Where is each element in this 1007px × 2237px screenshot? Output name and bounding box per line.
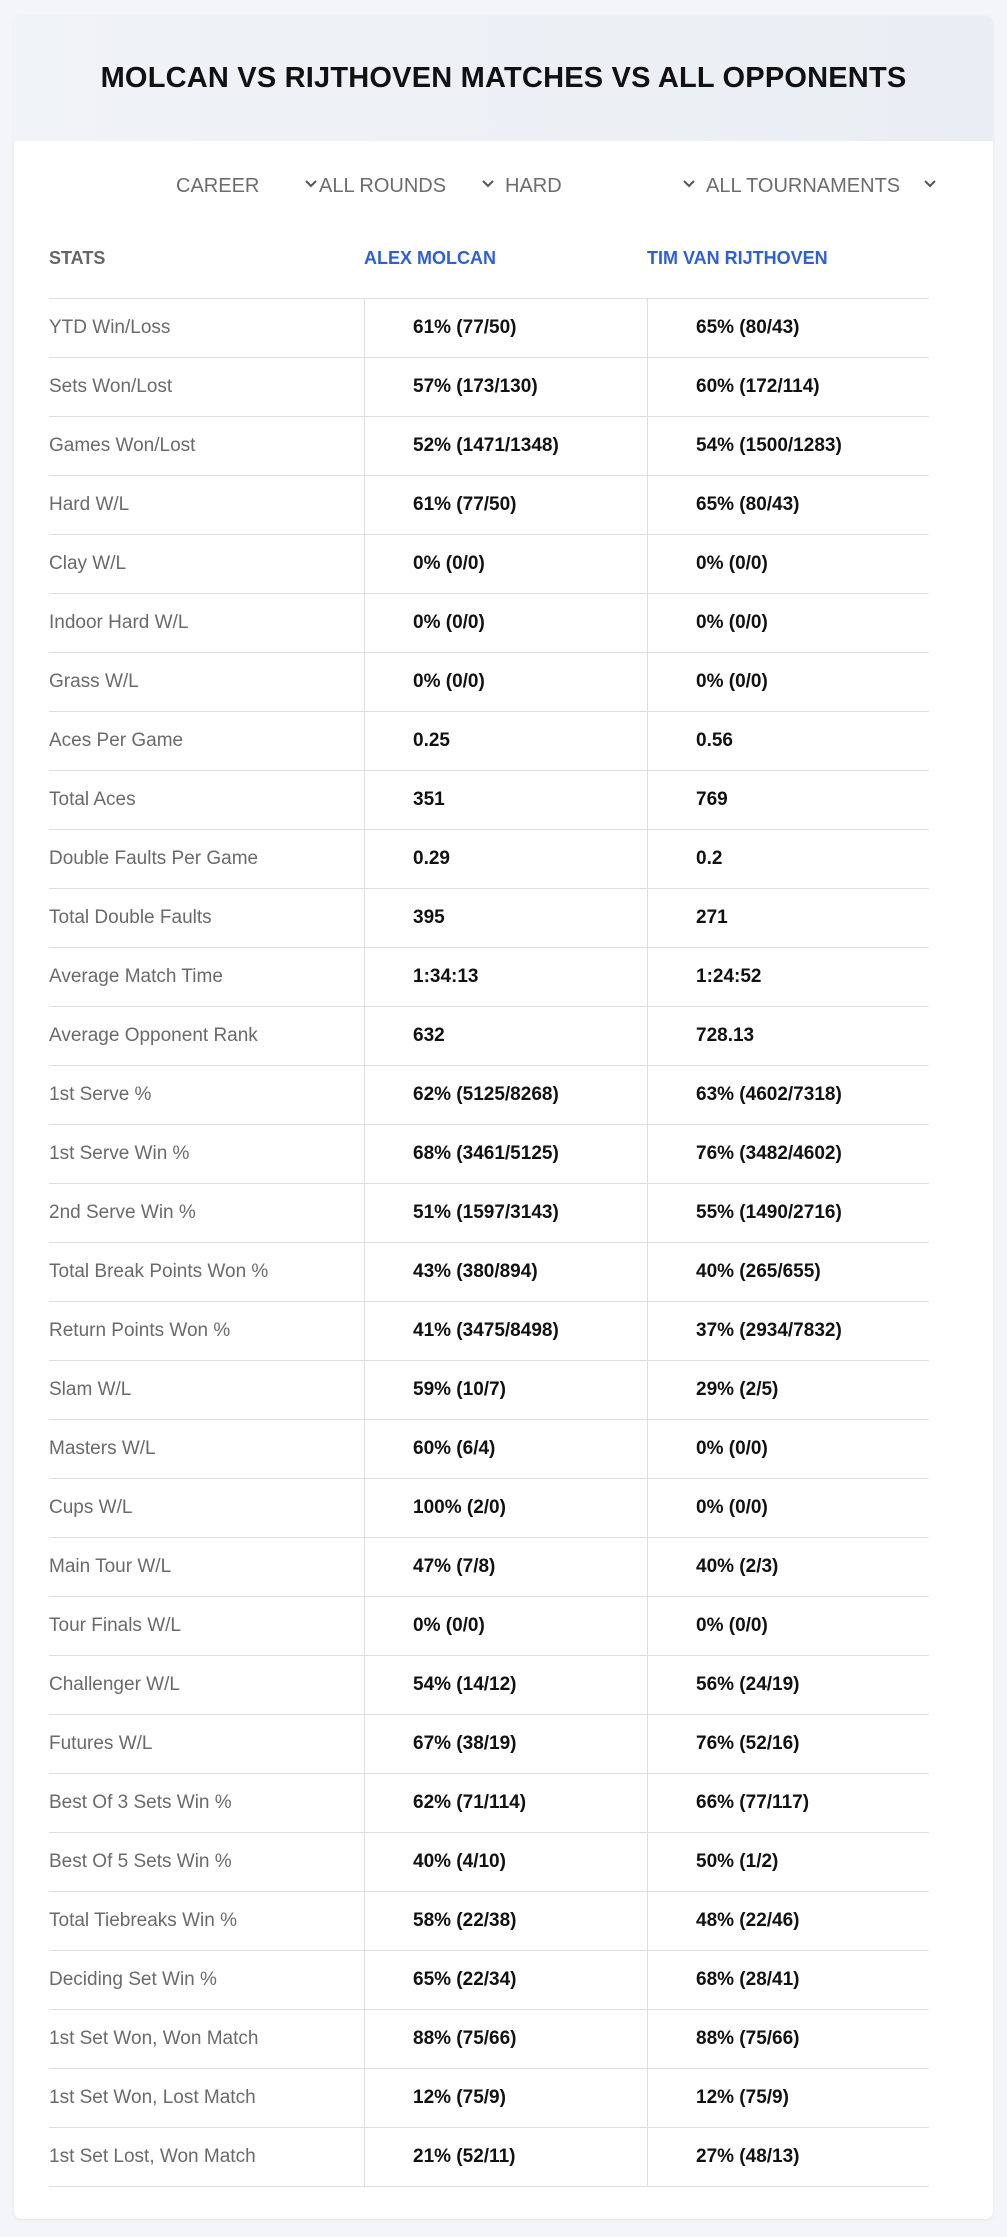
page-title: MOLCAN VS RIJTHOVEN MATCHES VS ALL OPPONENTS bbox=[100, 62, 907, 94]
stats-table bbox=[49, 228, 929, 2187]
player1-value: 65% (22/34) bbox=[364, 1951, 647, 2009]
table-row bbox=[49, 1774, 929, 1833]
player2-value: 12% (75/9) bbox=[647, 2069, 929, 2127]
table-row bbox=[49, 2069, 929, 2128]
stat-label: Total Double Faults bbox=[49, 907, 212, 928]
stats-column-header: STATS bbox=[49, 248, 106, 268]
player1-value: 68% (3461/5125) bbox=[364, 1125, 647, 1183]
stat-label: 1st Set Lost, Won Match bbox=[49, 2146, 256, 2167]
player2-value: 0% (0/0) bbox=[647, 1597, 929, 1655]
player1-value: 41% (3475/8498) bbox=[364, 1302, 647, 1360]
stat-label: Double Faults Per Game bbox=[49, 848, 259, 869]
player1-value: 1:34:13 bbox=[364, 948, 647, 1006]
filter-value: CAREER bbox=[176, 174, 260, 197]
player1-value: 21% (52/11) bbox=[364, 2128, 647, 2186]
player2-value: 37% (2934/7832) bbox=[647, 1302, 929, 1360]
stat-label: Total Break Points Won % bbox=[49, 1261, 269, 1282]
player2-value: 728.13 bbox=[647, 1007, 929, 1065]
table-row bbox=[49, 1538, 929, 1597]
player2-value: 60% (172/114) bbox=[647, 358, 929, 416]
chevron-down-icon bbox=[921, 175, 939, 193]
player1-value: 61% (77/50) bbox=[364, 299, 647, 357]
table-row bbox=[49, 653, 929, 712]
stat-label: 1st Serve % bbox=[49, 1084, 152, 1105]
stat-label: 1st Serve Win % bbox=[49, 1143, 190, 1164]
filter-value: ALL ROUNDS bbox=[319, 174, 447, 197]
stat-label: Return Points Won % bbox=[49, 1320, 231, 1341]
stat-label: Clay W/L bbox=[49, 553, 127, 574]
player1-value: 62% (71/114) bbox=[364, 1774, 647, 1832]
table-row bbox=[49, 299, 929, 358]
surface-filter-select[interactable] bbox=[505, 171, 698, 201]
table-row bbox=[49, 889, 929, 948]
stat-label: Best Of 5 Sets Win % bbox=[49, 1851, 232, 1872]
player2-value: 0% (0/0) bbox=[647, 535, 929, 593]
player1-value: 0% (0/0) bbox=[364, 535, 647, 593]
table-row bbox=[49, 1066, 929, 1125]
player1-value: 351 bbox=[364, 771, 647, 829]
player2-value: 0% (0/0) bbox=[647, 594, 929, 652]
stat-label: YTD Win/Loss bbox=[49, 317, 171, 338]
player2-value: 29% (2/5) bbox=[647, 1361, 929, 1419]
player2-value: 271 bbox=[647, 889, 929, 947]
stat-label: Games Won/Lost bbox=[49, 435, 196, 456]
table-row bbox=[49, 1243, 929, 1302]
player2-value: 50% (1/2) bbox=[647, 1833, 929, 1891]
player2-value: 27% (48/13) bbox=[647, 2128, 929, 2186]
card-header bbox=[14, 16, 993, 141]
player2-value: 55% (1490/2716) bbox=[647, 1184, 929, 1242]
player1-value: 51% (1597/3143) bbox=[364, 1184, 647, 1242]
player1-value: 67% (38/19) bbox=[364, 1715, 647, 1773]
player1-value: 0% (0/0) bbox=[364, 653, 647, 711]
stat-label: 1st Set Won, Lost Match bbox=[49, 2087, 256, 2108]
player2-value: 0% (0/0) bbox=[647, 1420, 929, 1478]
player1-value: 54% (14/12) bbox=[364, 1656, 647, 1714]
player2-value: 0% (0/0) bbox=[647, 653, 929, 711]
player2-value: 48% (22/46) bbox=[647, 1892, 929, 1950]
player1-value: 52% (1471/1348) bbox=[364, 417, 647, 475]
player2-value: 0% (0/0) bbox=[647, 1479, 929, 1537]
stat-label: Challenger W/L bbox=[49, 1674, 180, 1695]
player2-value: 63% (4602/7318) bbox=[647, 1066, 929, 1124]
player2-value: 54% (1500/1283) bbox=[647, 417, 929, 475]
table-row bbox=[49, 1656, 929, 1715]
player1-value: 0.29 bbox=[364, 830, 647, 888]
player1-value: 100% (2/0) bbox=[364, 1479, 647, 1537]
table-row bbox=[49, 1892, 929, 1951]
career-filter-select[interactable] bbox=[176, 171, 320, 201]
player1-column-header[interactable]: ALEX MOLCAN bbox=[364, 248, 496, 268]
player2-value: 65% (80/43) bbox=[647, 476, 929, 534]
player2-value: 0.56 bbox=[647, 712, 929, 770]
stat-label: Total Tiebreaks Win % bbox=[49, 1910, 237, 1931]
stat-label: Slam W/L bbox=[49, 1379, 132, 1400]
player1-value: 61% (77/50) bbox=[364, 476, 647, 534]
stat-label: Indoor Hard W/L bbox=[49, 612, 189, 633]
filter-value: HARD bbox=[505, 174, 562, 197]
table-row bbox=[49, 1479, 929, 1538]
stat-label: Grass W/L bbox=[49, 671, 139, 692]
stat-label: Hard W/L bbox=[49, 494, 130, 515]
player2-value: 0.2 bbox=[647, 830, 929, 888]
stat-label: Futures W/L bbox=[49, 1733, 153, 1754]
stat-label: 2nd Serve Win % bbox=[49, 1202, 196, 1223]
stat-label: Average Opponent Rank bbox=[49, 1025, 258, 1046]
player1-value: 395 bbox=[364, 889, 647, 947]
table-row bbox=[49, 948, 929, 1007]
table-row bbox=[49, 771, 929, 830]
player1-value: 58% (22/38) bbox=[364, 1892, 647, 1950]
stat-label: Masters W/L bbox=[49, 1438, 156, 1459]
player1-value: 632 bbox=[364, 1007, 647, 1065]
table-row bbox=[49, 1302, 929, 1361]
player1-value: 60% (6/4) bbox=[364, 1420, 647, 1478]
table-row bbox=[49, 476, 929, 535]
stat-label: Aces Per Game bbox=[49, 730, 184, 751]
stat-label: Deciding Set Win % bbox=[49, 1969, 217, 1990]
player1-value: 0% (0/0) bbox=[364, 594, 647, 652]
player2-value: 40% (2/3) bbox=[647, 1538, 929, 1596]
stat-label: Main Tour W/L bbox=[49, 1556, 172, 1577]
table-row bbox=[49, 1951, 929, 2010]
stat-label: 1st Set Won, Won Match bbox=[49, 2028, 259, 2049]
table-row bbox=[49, 1420, 929, 1479]
table-row bbox=[49, 1833, 929, 1892]
table-row bbox=[49, 358, 929, 417]
player1-value: 59% (10/7) bbox=[364, 1361, 647, 1419]
tournaments-filter-select[interactable] bbox=[706, 171, 939, 201]
player1-value: 43% (380/894) bbox=[364, 1243, 647, 1301]
player1-value: 0% (0/0) bbox=[364, 1597, 647, 1655]
player2-value: 68% (28/41) bbox=[647, 1951, 929, 2009]
chevron-down-icon bbox=[302, 175, 320, 193]
player2-value: 65% (80/43) bbox=[647, 299, 929, 357]
player2-value: 88% (75/66) bbox=[647, 2010, 929, 2068]
stat-label: Tour Finals W/L bbox=[49, 1615, 181, 1636]
stat-label: Cups W/L bbox=[49, 1497, 133, 1518]
player1-value: 40% (4/10) bbox=[364, 1833, 647, 1891]
table-row bbox=[49, 2128, 929, 2187]
table-row bbox=[49, 417, 929, 476]
table-header bbox=[49, 228, 929, 299]
player1-value: 57% (173/130) bbox=[364, 358, 647, 416]
player1-value: 0.25 bbox=[364, 712, 647, 770]
stat-label: Average Match Time bbox=[49, 966, 223, 987]
player2-value: 769 bbox=[647, 771, 929, 829]
table-row bbox=[49, 830, 929, 889]
player2-value: 66% (77/117) bbox=[647, 1774, 929, 1832]
stat-label: Best Of 3 Sets Win % bbox=[49, 1792, 232, 1813]
player2-value: 56% (24/19) bbox=[647, 1656, 929, 1714]
table-row bbox=[49, 1007, 929, 1066]
table-body bbox=[49, 299, 929, 2187]
table-row bbox=[49, 2010, 929, 2069]
table-row bbox=[49, 712, 929, 771]
player1-value: 62% (5125/8268) bbox=[364, 1066, 647, 1124]
table-row bbox=[49, 1184, 929, 1243]
player2-column-header[interactable]: TIM VAN RIJTHOVEN bbox=[647, 248, 828, 268]
table-row bbox=[49, 1361, 929, 1420]
chevron-down-icon bbox=[680, 175, 698, 193]
stat-label: Total Aces bbox=[49, 789, 136, 810]
stat-label: Sets Won/Lost bbox=[49, 376, 173, 397]
table-row bbox=[49, 1125, 929, 1184]
filter-value: ALL TOURNAMENTS bbox=[706, 174, 901, 197]
player1-value: 47% (7/8) bbox=[364, 1538, 647, 1596]
filter-bar bbox=[14, 141, 993, 213]
table-row bbox=[49, 535, 929, 594]
table-row bbox=[49, 1597, 929, 1656]
player2-value: 76% (52/16) bbox=[647, 1715, 929, 1773]
rounds-filter-select[interactable] bbox=[319, 171, 497, 201]
chevron-down-icon bbox=[479, 175, 497, 193]
table-row bbox=[49, 594, 929, 653]
player1-value: 12% (75/9) bbox=[364, 2069, 647, 2127]
player1-value: 88% (75/66) bbox=[364, 2010, 647, 2068]
player2-value: 40% (265/655) bbox=[647, 1243, 929, 1301]
player2-value: 76% (3482/4602) bbox=[647, 1125, 929, 1183]
table-row bbox=[49, 1715, 929, 1774]
player2-value: 1:24:52 bbox=[647, 948, 929, 1006]
